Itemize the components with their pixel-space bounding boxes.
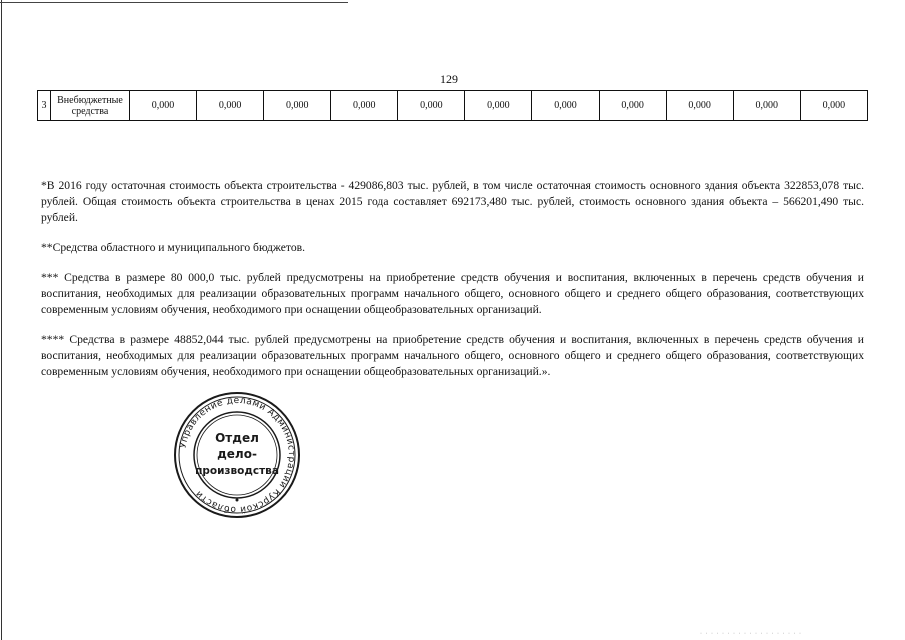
office-stamp <box>172 390 302 520</box>
table-cell: 0,000 <box>264 91 331 121</box>
table-cell: 0,000 <box>733 91 800 121</box>
table-cell: 0,000 <box>465 91 532 121</box>
svg-text:Управление делами Администраци: Управление делами Администрации Курской области <box>178 395 297 515</box>
table-cell: 0,000 <box>666 91 733 121</box>
top-rule <box>0 2 348 3</box>
table-cell: 0,000 <box>800 91 867 121</box>
table-cell: 0,000 <box>331 91 398 121</box>
table-cell: 0,000 <box>130 91 197 121</box>
svg-text:Отдел: Отдел <box>215 431 259 445</box>
table-cell: 0,000 <box>599 91 666 121</box>
svg-text:производства: производства <box>195 465 279 477</box>
footnote-1: *В 2016 году остаточная стоимость объекта строительства - 429086,803 тыс. рублей, в том числе остаточная стоимость основного здания объекта 322853,078 тыс. рублей. Общая стоимость объекта строительства в ценах 2015 года составляет 692173,480 тыс. рублей, стоимость основного здания объекта – 566201,490 тыс. рублей. <box>41 179 864 224</box>
table-cell: 0,000 <box>532 91 599 121</box>
svg-text:дело-: дело- <box>217 447 257 461</box>
page-left-edge <box>1 0 2 640</box>
stamp-seal-icon <box>172 390 302 520</box>
table-cell: 0,000 <box>197 91 264 121</box>
row-label: Внебюджетные средства <box>51 91 130 121</box>
scan-artifact: · · · · · · · · · · · · · · · · · · · <box>700 631 802 637</box>
footnote-4: **** Средства в размере 48852,044 тыс. рублей предусмотрены на приобретение средств обучения и воспитания, включенных в перечень средств обучения и воспитания, необходимых для реализации образовательных программ начального общего, основного общего и среднего общего образования, соответствующих современным условиям обучения, необходимого при оснащении общеобразовательных организаций.». <box>41 333 864 378</box>
table-row <box>38 91 868 121</box>
footnotes <box>41 178 864 394</box>
page-number: 129 <box>440 72 458 86</box>
footnote-2: **Средства областного и муниципального бюджетов. <box>41 241 306 254</box>
table-cell: 0,000 <box>398 91 465 121</box>
budget-table <box>37 90 868 121</box>
row-number: 3 <box>38 91 51 121</box>
footnote-3: *** Средства в размере 80 000,0 тыс. рублей предусмотрены на приобретение средств обучения и воспитания, включенных в перечень средств обучения и воспитания, необходимых для реализации образовательных программ начального общего, основного общего и среднего общего образования, соответствующих современным условиям обучения, необходимого при оснащении общеобразовательных организаций. <box>41 271 864 316</box>
